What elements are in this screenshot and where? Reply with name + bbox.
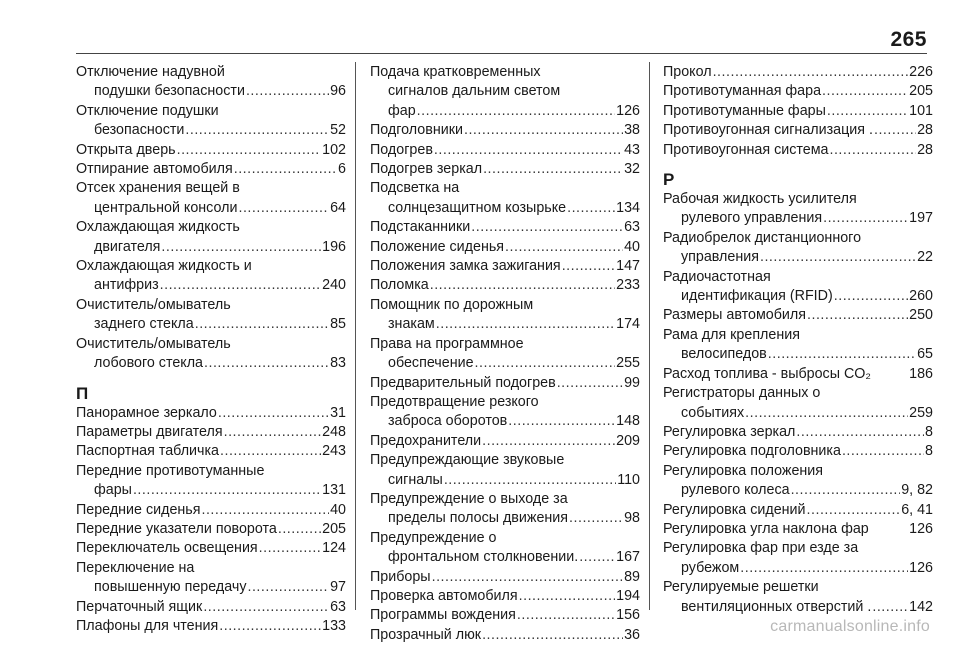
index-column-3 [663,63,933,617]
index-entry-text: Противоугонная система [663,141,829,158]
index-page-ref: 65 [917,346,933,363]
dot-leader [829,141,916,160]
index-entry [76,423,346,442]
index-page-ref: 174 [616,316,640,333]
index-entry [370,626,640,645]
dot-leader [432,568,624,587]
dot-leader [713,63,909,82]
index-entry-text: Противотуманные фары [663,102,826,119]
dot-leader [219,617,321,636]
index-entry-text: Проверка автомобиля [370,587,518,604]
index-page-ref: 196 [322,238,346,255]
index-page-ref: 243 [322,443,346,460]
index-entry [663,423,933,442]
index-entry-text: Регулировка зеркал [663,423,796,440]
dot-leader [823,209,908,228]
index-entry [663,442,933,461]
dot-leader [519,587,616,606]
index-page-ref: 255 [616,355,640,372]
index-page-ref: 167 [616,549,640,566]
index-entry [370,238,640,257]
index-entry-text: Помощник по дорожным [370,296,534,313]
index-entry [76,462,346,501]
index-entry [370,587,640,606]
index-entry-text: Прокол [663,64,712,80]
index-page-ref: 8 [925,443,933,460]
index-page-ref: 186 [909,365,933,382]
index-entry-text: знакам [388,316,435,333]
index-entry-text: Очиститель/омыватель [76,296,231,313]
index-entry [76,501,346,520]
index-page-ref: 22 [917,249,933,266]
index-entry [370,179,640,218]
index-entry-text: Права на программное [370,335,524,352]
index-entry-text: Предупреждение о выходе за [370,490,568,507]
index-entry-text: Отключение надувной [76,64,225,80]
index-entry-text: Регистраторы данных о [663,385,821,402]
index-entry-text: Предупреждение о [370,529,497,546]
index-entry-text: солнцезащитном козырьке [388,199,567,216]
index-entry [370,335,640,374]
index-entry [76,296,346,335]
index-entry-text: обеспечение [388,355,474,372]
index-page-ref: 209 [616,432,640,449]
index-entry-text: Рама для крепления [663,326,800,343]
index-entry-text: безопасности [94,122,185,139]
dot-leader [247,578,329,597]
index-entry [76,63,346,102]
watermark: carmanualsonline.info [770,618,930,635]
index-page-ref: 147 [616,258,640,275]
dot-leader [562,257,615,276]
index-entry [663,578,933,617]
dot-leader [417,102,615,121]
index-entry [370,218,640,237]
dot-leader [482,626,623,645]
dot-leader [872,598,908,617]
index-entry-text: Предохранители [370,432,482,449]
index-letter-heading: Р [663,170,675,190]
index-entry [370,63,640,121]
index-entry [76,520,346,539]
index-entry-text: Радиобрелок дистанционного [663,229,862,246]
dot-leader [842,442,924,461]
dot-leader [430,276,615,295]
index-page-ref: 126 [909,520,933,537]
column-divider [355,62,356,610]
dot-leader [874,121,916,140]
index-entry-text: Переключение на [76,559,195,576]
index-entry-text: Подогрев зеркал [370,161,483,178]
index-entry-text: Предотвращение резкого [370,393,539,410]
index-page-ref: 126 [909,559,933,576]
index-page-ref: 63 [624,219,640,236]
dot-leader [224,423,322,442]
header-rule [76,53,927,54]
dot-leader [834,287,908,306]
index-entry [76,539,346,558]
index-page-ref: 134 [616,199,640,216]
index-entry-text: пределы полосы движения [388,510,569,527]
dot-leader [807,501,901,520]
index-entry [370,374,640,393]
index-entry-text: повышенную передачу [94,579,247,596]
index-entry-text: фронтальном столкновении. [388,549,579,566]
dot-leader [745,404,908,423]
index-entry-text: Прозрачный люк [370,626,482,643]
index-entry [76,442,346,461]
dot-leader [505,238,623,257]
index-page-ref: 233 [616,277,640,294]
index-entry-text: Положение сиденья [370,238,505,255]
index-entry [76,404,346,423]
index-entry-text: сигналы [388,471,443,488]
index-page-ref: 96 [330,83,346,100]
index-entry-text: рулевого управления [681,210,823,227]
index-entry-text: Размеры автомобиля [663,307,806,324]
dot-leader [218,404,329,423]
index-entry [370,276,640,295]
index-page-ref: 250 [909,307,933,324]
index-entry [76,335,346,374]
index-page-ref: 197 [909,210,933,227]
index-entry-text: центральной консоли [94,199,238,216]
dot-leader [482,432,615,451]
index-page-ref: 102 [322,141,346,158]
index-entry-text: подушки безопасности [94,83,245,100]
index-entry-text: сигналов дальним светом [388,83,561,100]
column-divider [649,62,650,610]
index-entry [370,160,640,179]
dot-leader [259,539,321,558]
dot-leader [434,141,623,160]
index-entry-text: Регулировка подголовника [663,443,841,460]
dot-leader [791,481,901,500]
dot-leader [475,354,616,373]
index-entry-text: антифриз [94,277,159,294]
index-page-ref: 194 [616,587,640,604]
page-number: 265 [890,28,927,51]
index-entry-text: Открыта дверь [76,141,176,158]
index-entry-text: Противотуманная фара [663,83,822,100]
index-entry-text: заброса оборотов [388,413,508,430]
index-entry-text: Отпирание автомобиля [76,161,233,178]
dot-leader [234,160,337,179]
index-page-ref: 38 [624,122,640,139]
index-entry [370,393,640,432]
index-entry-text: Плафоны для чтения [76,617,219,634]
dot-leader [796,423,924,442]
index-entry [370,568,640,587]
index-page-ref: 28 [917,141,933,158]
index-page-ref: 6 [338,161,346,178]
index-page-ref: 226 [909,64,933,80]
index-entry-text: Регулируемые решетки [663,579,819,596]
index-column-2 [370,63,640,645]
dot-leader [204,354,329,373]
dot-leader [517,606,615,625]
index-page-ref: 63 [330,598,346,615]
dot-leader [569,509,623,528]
index-page-ref: 99 [624,374,640,391]
index-entry-text: Приборы [370,568,431,585]
index-entry-text: Передние противотуманные [76,462,265,479]
index-entry-text: Подача кратковременных [370,64,541,80]
index-page-ref: 28 [917,122,933,139]
index-entry-text: Отсек хранения вещей в [76,180,240,197]
index-entry-text: Передние сиденья [76,501,201,518]
index-entry-text: Регулировка фар при езде за [663,540,859,557]
index-page-ref: 32 [624,161,640,178]
index-entry-text: событиях [681,404,745,421]
index-entry-text: Очиститель/омыватель [76,335,231,352]
index-entry-text: Параметры двигателя [76,423,223,440]
dot-leader [201,501,329,520]
index-entry [663,326,933,365]
index-entry-text: фар [388,102,416,119]
index-entry-text: вентиляционных отверстий . [681,598,872,615]
index-entry-text: Охлаждающая жидкость [76,219,240,236]
index-entry-text: Переключатель освещения [76,540,258,557]
index-page-ref: 148 [616,413,640,430]
index-entry-text: Отключение подушки [76,102,219,119]
index-letter-heading: П [76,383,89,403]
index-entry [663,520,933,539]
index-entry [663,190,933,229]
index-entry [76,102,346,141]
dot-leader [827,102,908,121]
index-page-ref: 126 [616,102,640,119]
dot-leader [760,248,916,267]
index-entry [663,268,933,307]
index-entry [663,501,933,520]
index-page-ref: 40 [330,501,346,518]
dot-leader [220,442,321,461]
index-entry-text: рулевого колеса [681,482,790,499]
dot-leader [203,598,329,617]
dot-leader [278,520,321,539]
index-entry [370,141,640,160]
dot-leader [471,218,623,237]
index-entry-text: Паспортная табличка [76,443,219,460]
index-entry-text: Перчаточный ящик [76,598,203,615]
index-page-ref: 248 [322,423,346,440]
index-entry-text: идентификация (RFID) [681,288,833,305]
index-entry [370,296,640,335]
dot-leader [185,121,329,140]
index-entry-text: Поломка [370,277,429,294]
index-entry [663,462,933,501]
index-page-ref: 85 [330,316,346,333]
dot-leader [238,199,329,218]
index-entry-text: двигателя [94,238,161,255]
index-page-ref: 64 [330,199,346,216]
index-page-ref: 43 [624,141,640,158]
dot-leader [740,559,908,578]
index-entry [370,529,640,568]
index-entry-text: управления [681,249,759,266]
index-page-ref: 205 [909,83,933,100]
index-page-ref: 31 [330,404,346,421]
index-entry-text: Регулировка сидений [663,501,806,518]
index-page-ref: 97 [330,579,346,596]
index-entry [76,617,346,636]
index-entry [663,121,933,140]
index-entry-text: Расход топлива - выбросы CO₂ [663,365,871,382]
index-entry [370,490,640,529]
index-page-ref: 89 [624,568,640,585]
dot-leader [436,315,615,334]
index-page-ref: 205 [322,520,346,537]
dot-leader [768,345,916,364]
index-page-ref: 52 [330,122,346,139]
index-entry-text: Охлаждающая жидкость и [76,258,252,275]
index-entry [76,257,346,296]
index-entry [370,257,640,276]
index-entry-text: Положения замка зажигания [370,258,561,275]
dot-leader [508,412,615,431]
index-page-ref: 124 [322,540,346,557]
dot-leader [807,306,908,325]
dot-leader [161,238,321,257]
index-entry [76,160,346,179]
index-entry-text: Предупреждающие звуковые [370,452,565,469]
index-entry [663,229,933,268]
index-page-ref: 9, 82 [901,482,933,499]
index-entry [663,63,933,82]
index-entry-text: Подогрев [370,141,433,158]
index-entry [76,598,346,617]
index-page-ref: 259 [909,404,933,421]
index-entry [663,384,933,423]
dot-leader [822,82,908,101]
index-page-ref: 133 [322,617,346,634]
index-entry-text: лобового стекла [94,355,203,372]
index-page-ref: 40 [624,238,640,255]
index-entry [663,539,933,578]
dot-leader [579,548,615,567]
index-entry [76,559,346,598]
index-page-ref: 240 [322,277,346,294]
index-entry [663,141,933,160]
index-page-ref: 110 [617,471,640,488]
index-page-ref: 83 [330,355,346,372]
index-entry-text: велосипедов [681,346,767,363]
index-page-ref: 101 [909,102,933,119]
index-entry-text: Подсветка на [370,180,460,197]
index-page-ref: 260 [909,288,933,305]
index-entry-text: рубежом [681,559,740,576]
index-entry [76,141,346,160]
dot-leader [160,276,322,295]
dot-leader [464,121,623,140]
index-page-ref: 98 [624,510,640,527]
index-entry [370,451,640,490]
index-entry-text: Передние указатели поворота [76,520,277,537]
index-entry [663,365,933,384]
index-entry-text: Программы вождения [370,607,516,624]
index-column-1 [76,63,346,636]
index-entry-text: Регулировка угла наклона фар [663,520,869,537]
index-entry-text: заднего стекла [94,316,194,333]
index-entry-text: Рабочая жидкость усилителя [663,191,857,208]
index-entry [663,82,933,101]
index-entry [663,306,933,325]
dot-leader [444,471,616,490]
index-entry-text: Радиочастотная [663,268,771,285]
index-entry [76,218,346,257]
index-entry-text: Предварительный подогрев [370,374,556,391]
dot-leader [195,315,329,334]
dot-leader [177,141,322,160]
index-page-ref: 6, 41 [901,501,933,518]
dot-leader [246,82,329,101]
index-entry-text: Подстаканники [370,219,471,236]
dot-leader [557,374,623,393]
index-page-ref: 36 [624,626,640,643]
dot-leader [483,160,623,179]
index-entry [370,121,640,140]
index-entry-text: Регулировка положения [663,462,824,479]
index-entry-text: фары [94,482,132,499]
index-page-ref: 8 [925,423,933,440]
index-entry-text: Подголовники [370,122,463,139]
index-entry-text: Противоугонная сигнализация . [663,122,873,139]
index-entry [663,102,933,121]
index-page-ref: 156 [616,607,640,624]
dot-leader [133,481,321,500]
dot-leader [567,199,615,218]
index-entry [370,606,640,625]
index-entry [76,179,346,218]
index-entry [370,432,640,451]
index-page-ref: 142 [909,598,933,615]
index-page-ref: 131 [322,482,346,499]
index-entry-text: Панорамное зеркало [76,404,217,421]
